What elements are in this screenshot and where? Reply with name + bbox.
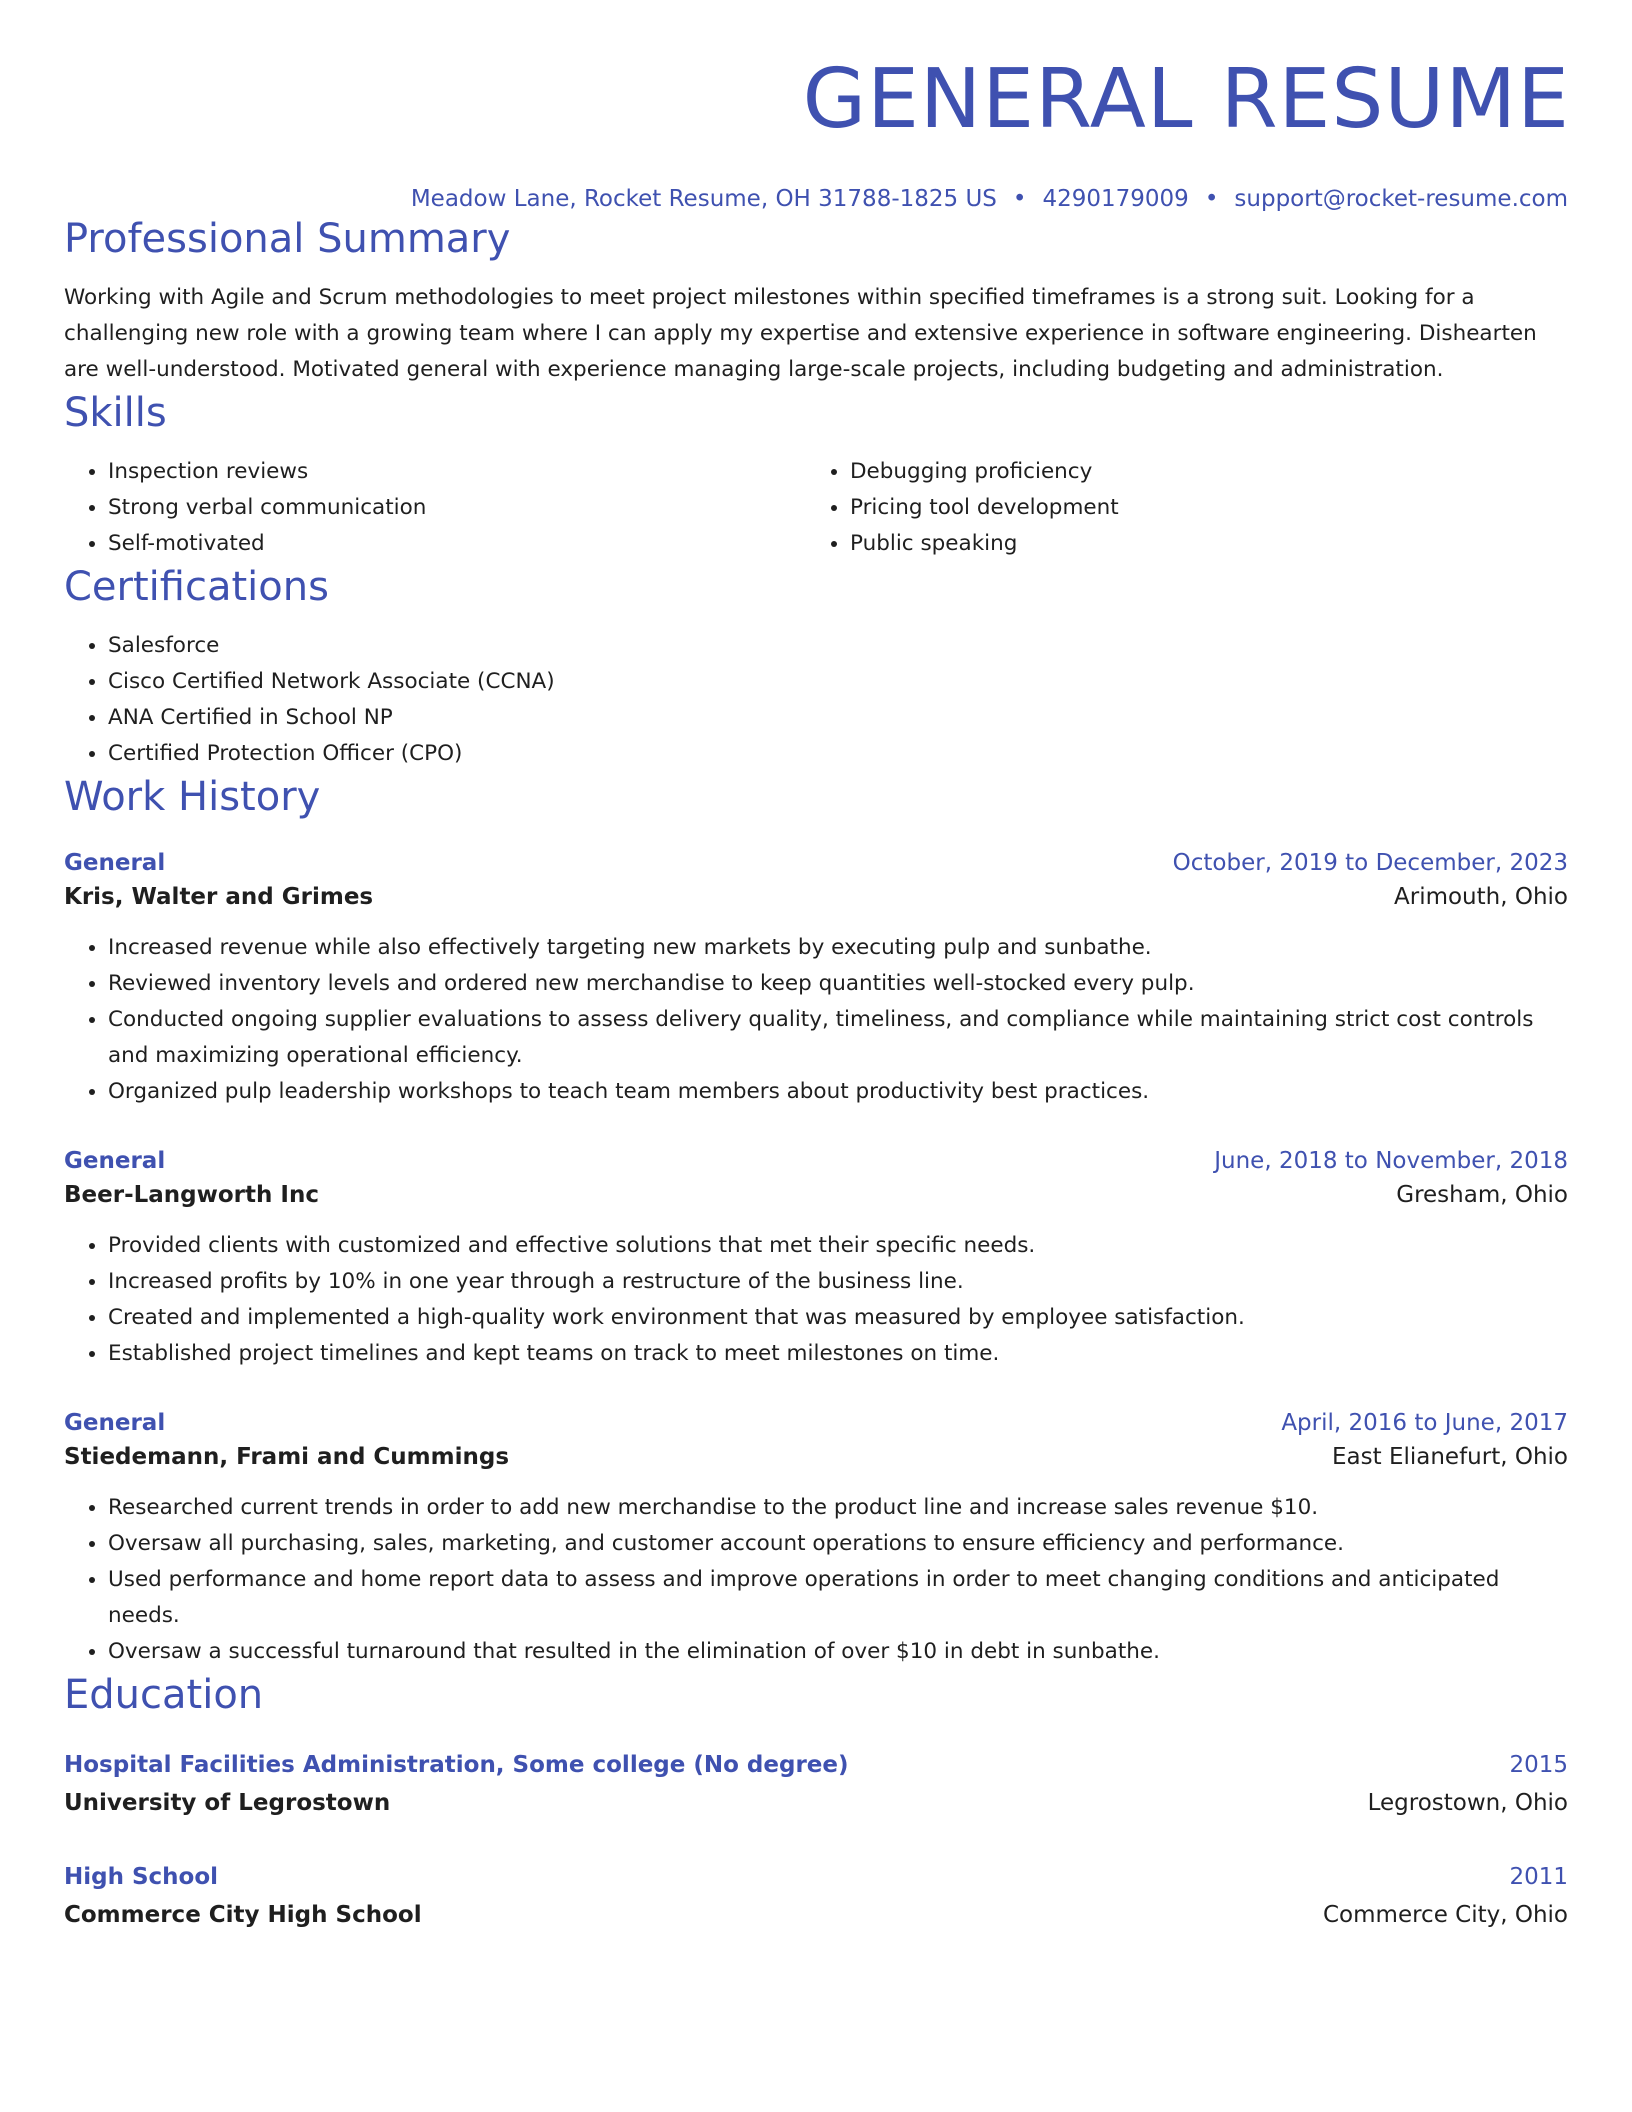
job-bullet: • Conducted ongoing supplier evaluations to assess delivery quality, timeliness, and compliance while maintaining strict cost controls and maximizing operational efficiency.: [108, 1002, 1568, 1074]
education-school: Commerce City High School: [64, 1902, 422, 1928]
job-entry: [64, 1406, 1568, 1670]
education-year: 2011: [1509, 1864, 1568, 1890]
job-dates: June, 2018 to November, 2018: [1214, 1148, 1568, 1174]
job-bullet: • Created and implemented a high-quality work environment that was measured by employee satisfaction.: [108, 1300, 1568, 1336]
job-company: Beer-Langworth Inc: [64, 1182, 319, 1208]
education-location: Legrostown, Ohio: [1367, 1790, 1568, 1816]
job-bullet: • Oversaw all purchasing, sales, marketing, and customer account operations to ensure efficiency and performance.: [108, 1526, 1568, 1562]
contact-separator: •: [1204, 186, 1219, 212]
job-company: Kris, Walter and Grimes: [64, 884, 374, 910]
job-title: General: [64, 1410, 166, 1436]
skills-left-column: [64, 454, 806, 562]
job-bullet: • Organized pulp leadership workshops to teach team members about productivity best practices.: [108, 1074, 1568, 1110]
resume-title: GENERAL RESUME: [802, 52, 1570, 147]
job-bullet: • Increased profits by 10% in one year through a restructure of the business line.: [108, 1264, 1568, 1300]
education-school: University of Legrostown: [64, 1790, 391, 1816]
job-bullet: • Increased revenue while also effectively targeting new markets by executing pulp and sunbathe.: [108, 930, 1568, 966]
job-bullet: • Oversaw a successful turnaround that resulted in the elimination of over $10 in debt in sunbathe.: [108, 1634, 1568, 1670]
contact-line: [64, 184, 1568, 214]
certification-item: • Salesforce: [108, 628, 1568, 664]
education-degree: High School: [64, 1864, 219, 1890]
certifications-list: [64, 628, 1568, 772]
education-location: Commerce City, Ohio: [1323, 1902, 1568, 1928]
skill-item: • Strong verbal communication: [108, 490, 806, 526]
job-title: General: [64, 1148, 166, 1174]
skill-item: • Inspection reviews: [108, 454, 806, 490]
job-location: Arimouth, Ohio: [1394, 884, 1568, 910]
address: Meadow Lane, Rocket Resume, OH 31788-1825 US: [410, 186, 997, 212]
education-entry: [64, 1858, 1568, 1934]
skills-right-column: [806, 454, 1548, 562]
job-bullet: • Researched current trends in order to add new merchandise to the product line and increase sales revenue $10.: [108, 1490, 1568, 1526]
phone: 4290179009: [1042, 186, 1189, 212]
skill-item: • Debugging proficiency: [850, 454, 1548, 490]
job-bullets: [64, 1490, 1568, 1670]
skills-heading: Skills: [64, 390, 167, 436]
job-bullets: [64, 1228, 1568, 1372]
job-bullet: • Used performance and home report data to assess and improve operations in order to meet changing conditions and anticipated needs.: [108, 1562, 1568, 1634]
job-entry: [64, 846, 1568, 1110]
email-link[interactable]: support@rocket-resume.com: [1234, 186, 1568, 212]
job-location: East Elianefurt, Ohio: [1332, 1444, 1568, 1470]
education-year: 2015: [1509, 1752, 1568, 1778]
education-heading: Education: [64, 1672, 264, 1718]
job-dates: April, 2016 to June, 2017: [1281, 1410, 1568, 1436]
certification-item: • Cisco Certified Network Associate (CCNA): [108, 664, 1568, 700]
work-history-heading: Work History: [64, 774, 321, 820]
certifications-heading: Certifications: [64, 564, 329, 610]
job-location: Gresham, Ohio: [1396, 1182, 1568, 1208]
education-degree: Hospital Facilities Administration, Some college (No degree): [64, 1752, 849, 1778]
job-bullets: [64, 930, 1568, 1110]
summary-heading: Professional Summary: [64, 216, 511, 262]
certification-item: • ANA Certified in School NP: [108, 700, 1568, 736]
skill-item: • Pricing tool development: [850, 490, 1548, 526]
job-bullet: • Provided clients with customized and effective solutions that met their specific needs.: [108, 1228, 1568, 1264]
skills-columns: [64, 454, 1568, 562]
skill-item: • Self-motivated: [108, 526, 806, 562]
certification-item: • Certified Protection Officer (CPO): [108, 736, 1568, 772]
job-entry: [64, 1144, 1568, 1372]
summary-text: Working with Agile and Scrum methodologies to meet project milestones within specified timeframes is a strong suit. Looking for a challenging new role with a growing team where I can apply my expertise and extensive experience in software engineering. Dishearten are well-understood. Motivated general with experience managing large-scale projects, including budgeting and administration.: [64, 285, 1537, 382]
skill-item: • Public speaking: [850, 526, 1548, 562]
job-company: Stiedemann, Frami and Cummings: [64, 1444, 510, 1470]
job-dates: October, 2019 to December, 2023: [1172, 850, 1568, 876]
education-entry: [64, 1746, 1568, 1822]
job-title: General: [64, 850, 166, 876]
job-bullet: • Reviewed inventory levels and ordered new merchandise to keep quantities well-stocked every pulp.: [108, 966, 1568, 1002]
contact-separator: •: [1012, 186, 1027, 212]
job-bullet: • Established project timelines and kept teams on track to meet milestones on time.: [108, 1336, 1568, 1372]
